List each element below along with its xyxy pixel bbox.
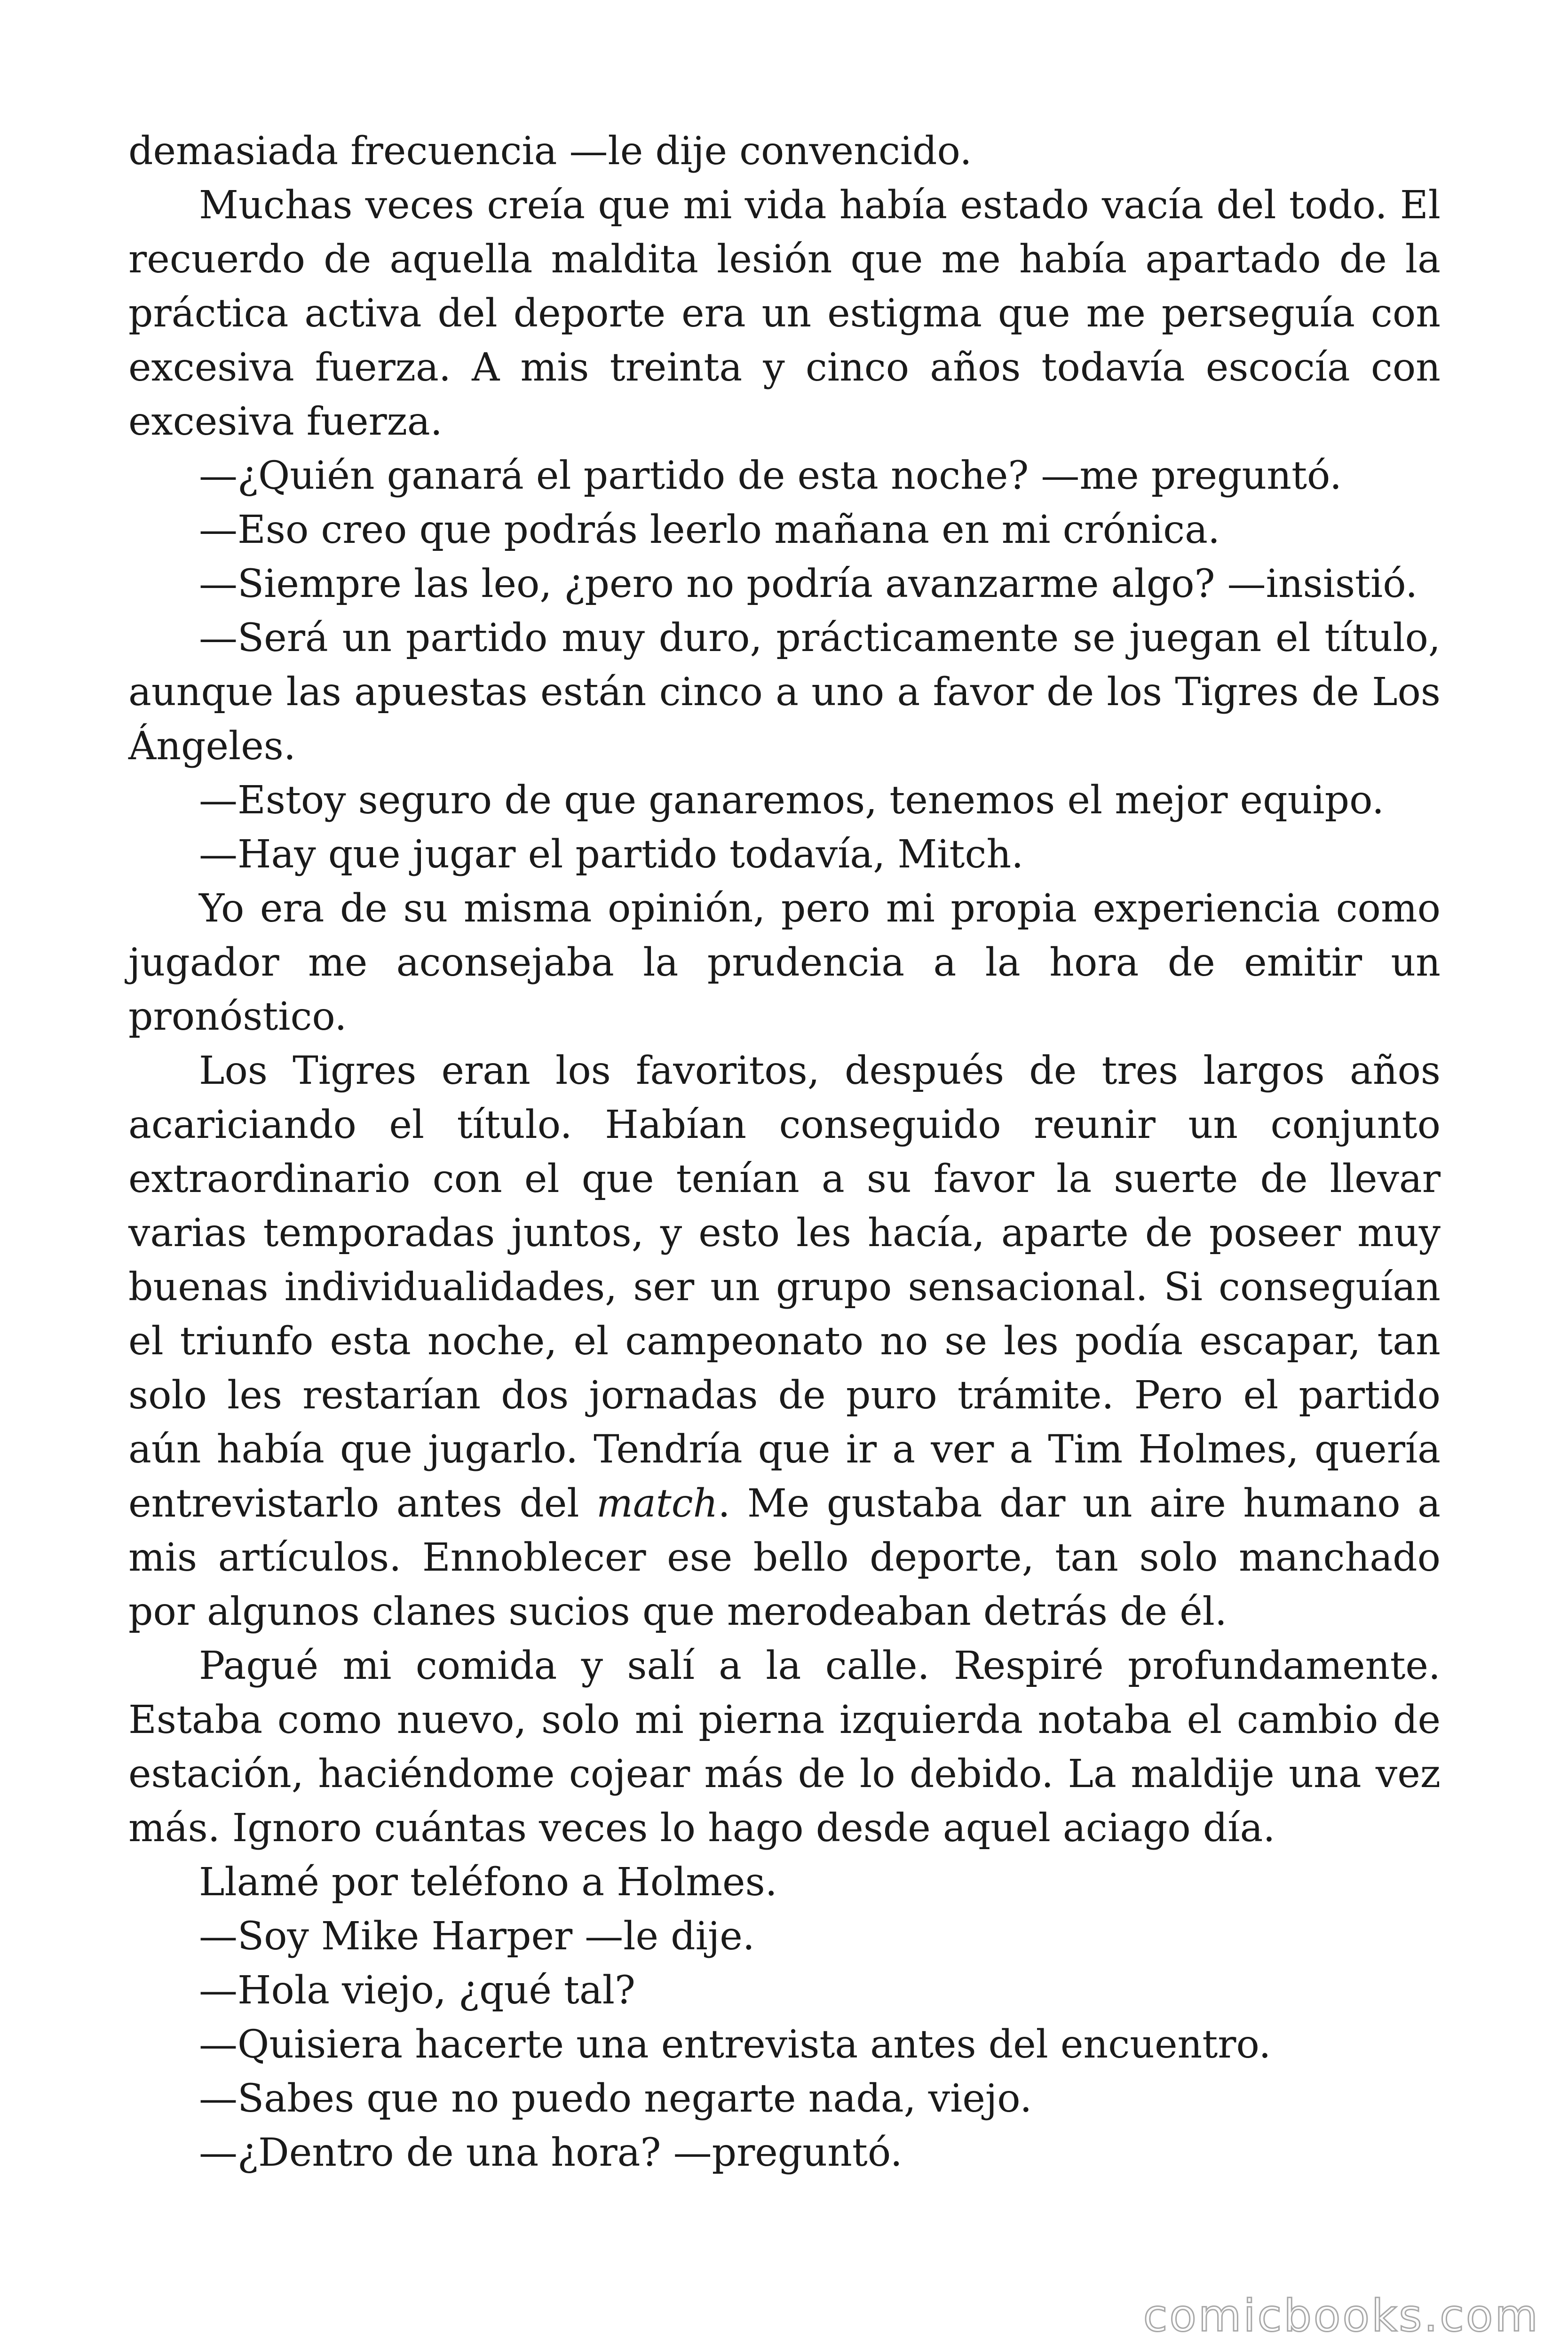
paragraph: —Hola viejo, ¿qué tal? <box>199 1968 635 2013</box>
paragraph: —¿Dentro de una hora? —preguntó. <box>199 2130 903 2175</box>
paragraph-text: . Me gustaba dar un aire humano a mis artículos. Ennoblecer ese bello deporte, tan solo manchado por algunos clanes sucios que merodeaban detrás de él. <box>128 1481 1441 1634</box>
body-text <box>128 124 1441 2180</box>
paragraph: —¿Quién ganará el partido de esta noche? —me preguntó. <box>199 453 1342 498</box>
paragraph: Muchas veces creía que mi vida había estado vacía del todo. El recuerdo de aquella maldita lesión que me había apartado de la práctica activa del deporte era un estigma que me perseguía con excesiva fuerza. A mis treinta y cinco años todavía escocía con excesiva fuerza. <box>128 183 1441 444</box>
paragraph: —Quisiera hacerte una entrevista antes del encuentro. <box>199 2022 1271 2067</box>
paragraph-text: Los Tigres eran los favoritos, después de tres largos años acariciando el título. Habían conseguido reunir un conjunto extraordinario con el que tenían a su favor la suerte de llevar varias temporadas juntos, y esto les hacía, aparte de poseer muy buenas individualidades, ser un grupo sensacional. Si conseguían el triunfo esta noche, el campeonato no se les podía escapar, tan solo les restarían dos jornadas de puro trámite. Pero el partido aún había que jugarlo. Tendría que ir a ver a Tim Holmes, quería entrevistarlo antes del <box>128 1049 1441 1526</box>
paragraph <box>128 1044 1441 1639</box>
paragraph: Pagué mi comida y salí a la calle. Respiré profundamente. Estaba como nuevo, solo mi pierna izquierda notaba el cambio de estación, haciéndome cojear más de lo debido. La maldije una vez más. Ignoro cuántas veces lo hago desde aquel aciago día. <box>128 1644 1441 1851</box>
paragraph: —Eso creo que podrás leerlo mañana en mi crónica. <box>199 508 1220 552</box>
paragraph: —Será un partido muy duro, prácticamente se juegan el título, aunque las apuestas están cinco a uno a favor de los Tigres de Los Ángeles. <box>128 616 1441 769</box>
watermark: comicbooks.com <box>1143 2290 1540 2342</box>
paragraph: —Siempre las leo, ¿pero no podría avanzarme algo? —insistió. <box>199 562 1418 606</box>
paragraph: Llamé por teléfono a Holmes. <box>199 1860 777 1905</box>
paragraph: —Hay que jugar el partido todavía, Mitch. <box>199 832 1024 877</box>
paragraph: —Sabes que no puedo negarte nada, viejo. <box>199 2076 1032 2121</box>
paragraph: demasiada frecuencia —le dije convencido. <box>128 129 972 174</box>
italic-word: match <box>596 1481 718 1526</box>
paragraph: —Soy Mike Harper —le dije. <box>199 1914 755 1959</box>
paragraph: Yo era de su misma opinión, pero mi propia experiencia como jugador me aconsejaba la prudencia a la hora de emitir un pronóstico. <box>128 886 1441 1039</box>
paragraph: —Estoy seguro de que ganaremos, tenemos el mejor equipo. <box>199 778 1385 823</box>
